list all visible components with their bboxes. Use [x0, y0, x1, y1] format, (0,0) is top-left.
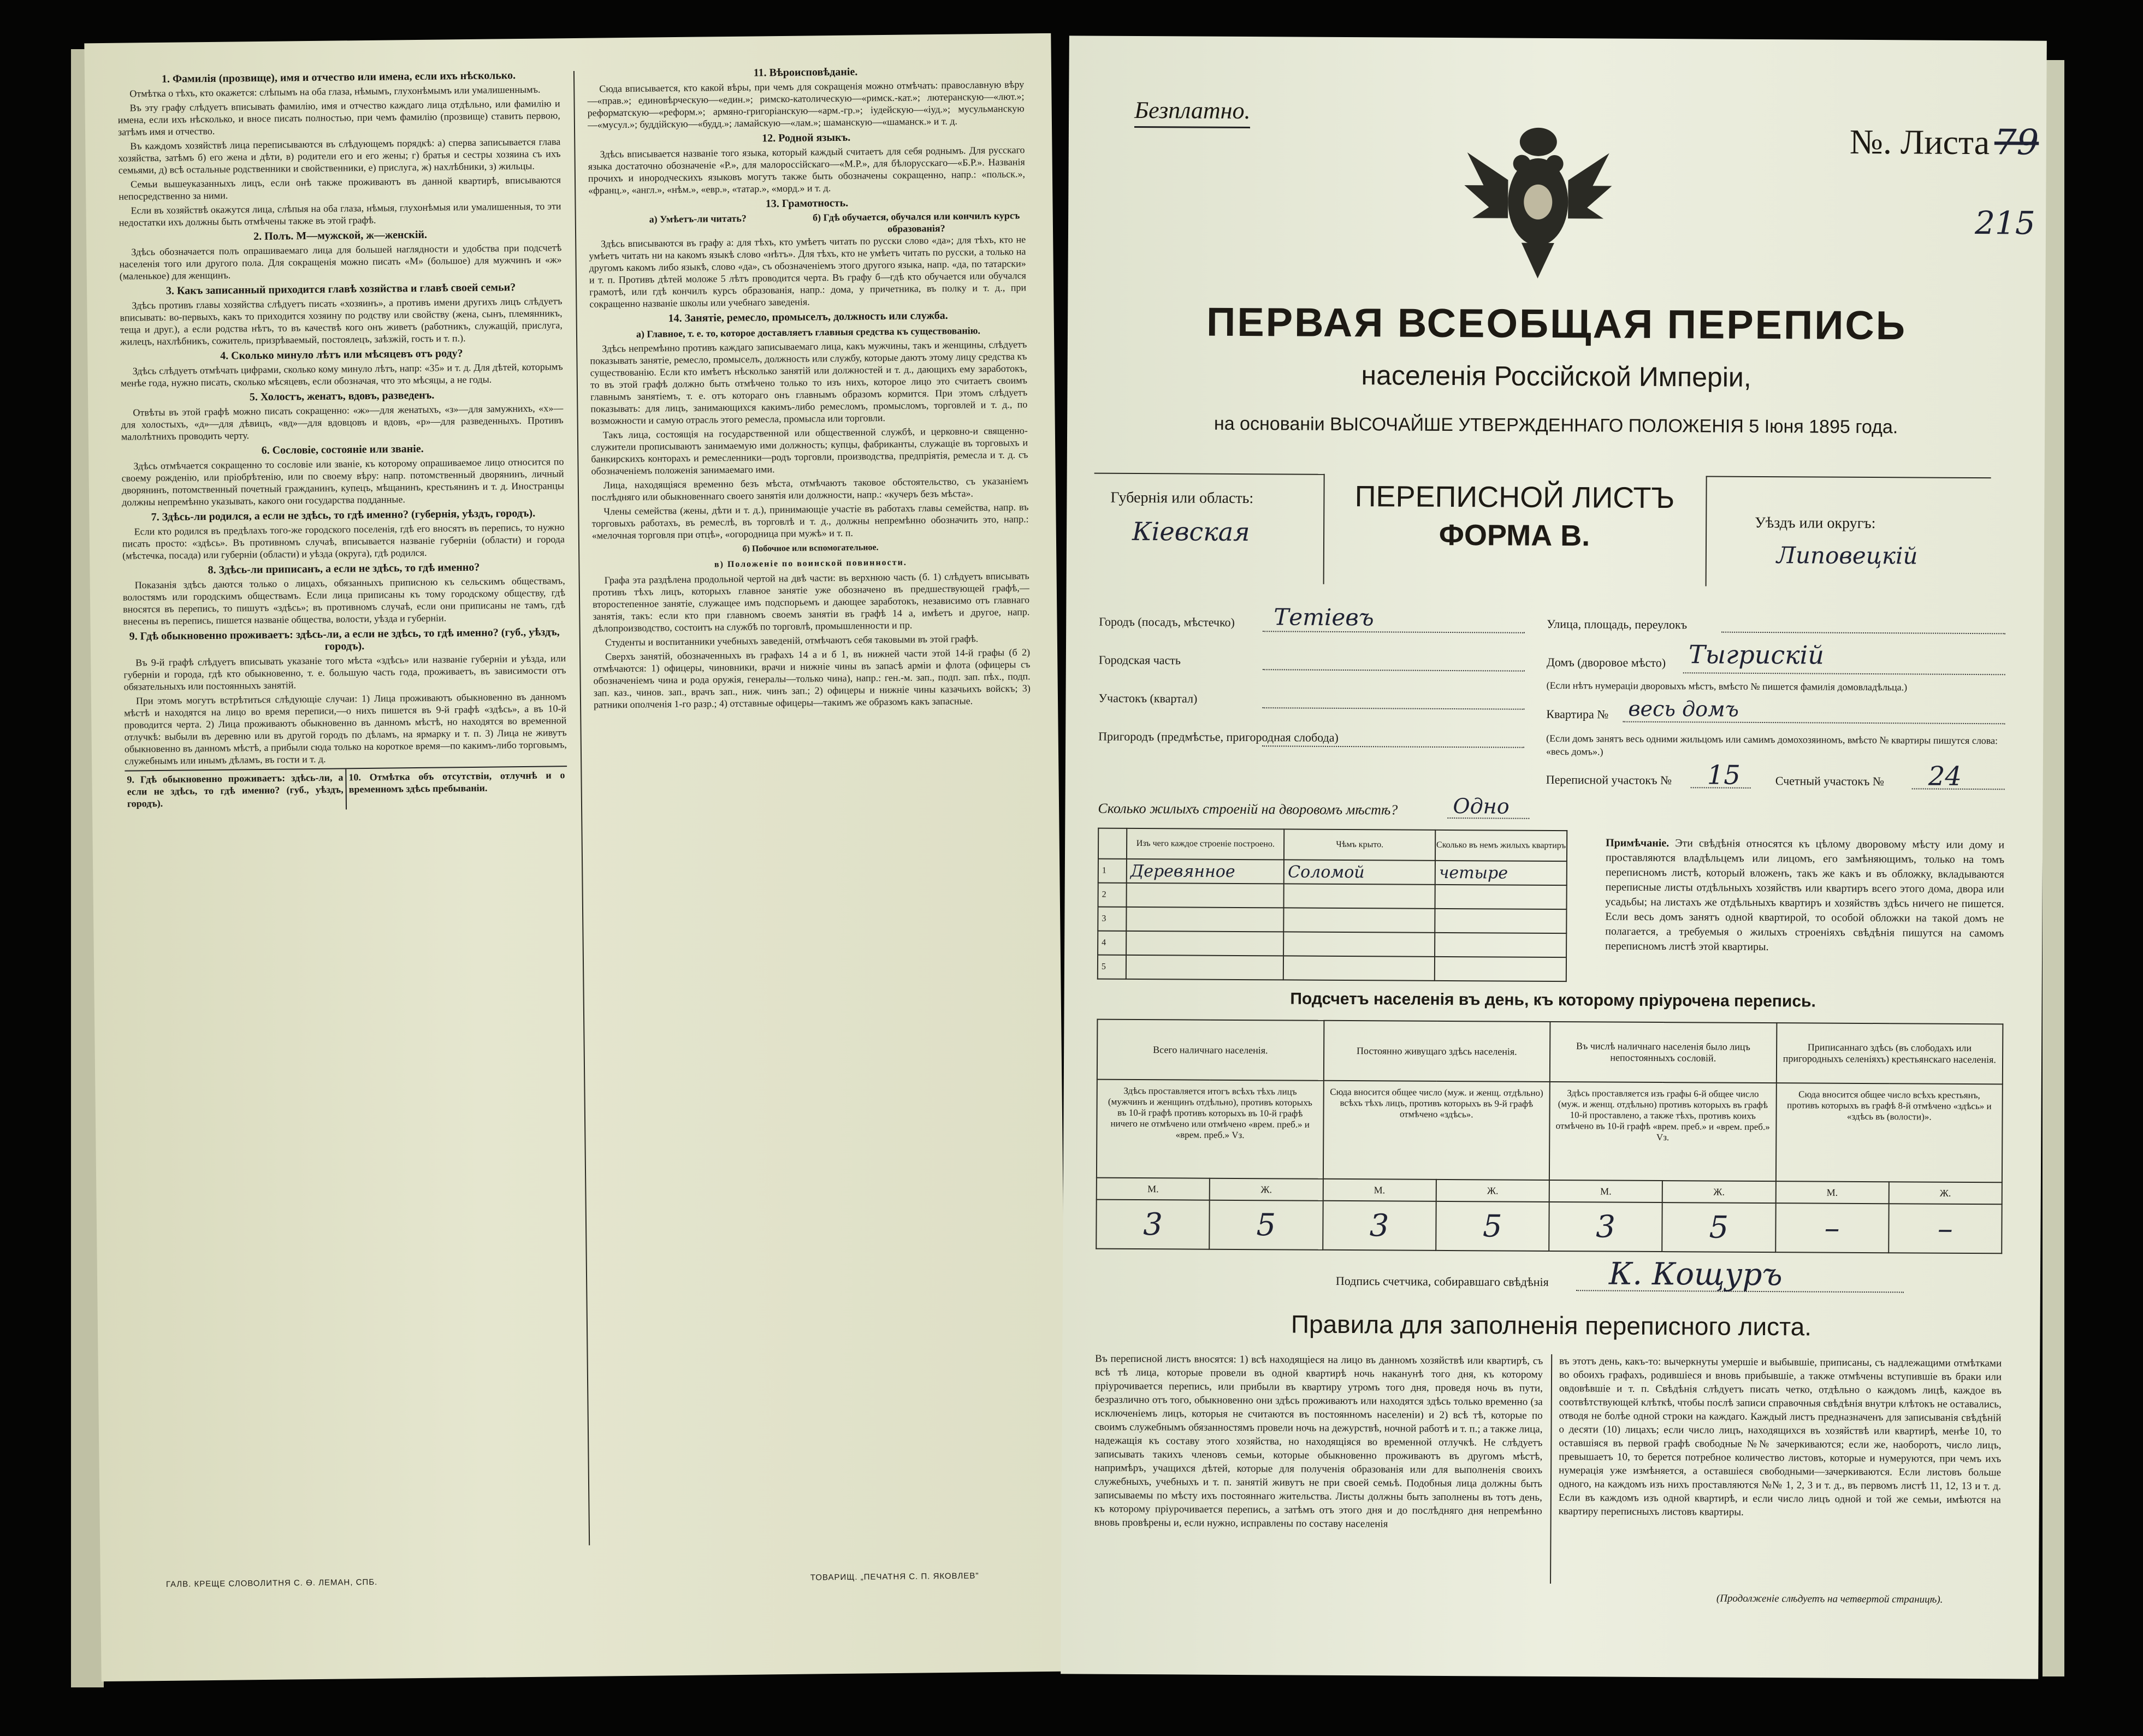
guberniya-hand[interactable]: Кіевская	[1132, 516, 1250, 547]
section-heading: 7. Здѣсь-ли родился, а если не здѣсь, то гдѣ именно? (губернія, уѣздъ, городъ).	[151, 507, 536, 524]
tally-sex-label: Ж.	[1662, 1181, 1775, 1203]
inset-heading-box	[125, 766, 567, 811]
rules-column-2: въ этотъ день, какъ-то: вычеркнуты умершіе и выбывшіе, приписаны, съ надлежащими отмѣтками во обоихъ графахъ, родившіеся и вновь прибывшіе, а также отмѣчены вступившіе въ браки или овдовѣвшіе и т. п. Свѣдѣнія слѣдуетъ писать четко, отдѣльно о каждомъ лицѣ, каждое въ соотвѣтствующей клѣткѣ, чтобы послѣ записи справочныя свѣдѣнія внутри клѣтокъ не оставались, отводя не болѣе одной строки на каждаго. Каждый листъ предназначенъ для записыванія свѣдѣній о десяти (10) лицахъ; если число лицъ, находящихся въ хозяйствѣ или квартирѣ, менѣе 10, то оставшіяся въ первой графѣ свободные №№ зачеркиваются; если же, наоборотъ, число лицъ, превышаетъ 10, то берется потребное количество листовъ, которые и нумеруются, при чемъ ихъ нумерація уже измѣняется, а оставшіеся свободными—зачеркиваются. Если листовъ больше одного, на каждомъ изъ нихъ проставляются №№ 1, 2, 3 и т. д., въ первомъ листѣ 11, 12, 13 и т. д. Если въ каждомъ изъ одной квартирѣ, и если число лицъ одной и той же семьи, имѣются на квартиру переписныхъ листовъ квартиры.	[1558, 1355, 2002, 1518]
buildings-cell-material[interactable]	[1126, 931, 1284, 956]
section-heading: 13. Грамотность.	[765, 197, 849, 210]
buildings-hand[interactable]: Одно	[1453, 794, 1509, 819]
signature-label: Подпись счетчика, собиравшаго свѣдѣнія	[1335, 1273, 1549, 1289]
rules-continued: (Продолженіе слѣдуетъ на четвертой страницѣ).	[1716, 1592, 1943, 1605]
guberniya-label: Губернія или область:	[1110, 489, 1254, 507]
buildings-cell-n: 2	[1098, 883, 1127, 907]
tally-sex-label: Ж.	[1436, 1180, 1549, 1202]
street-field[interactable]	[1721, 632, 2005, 635]
buildings-cell-apts[interactable]	[1435, 933, 1566, 957]
rules-title: Правила для заполненія переписного листа.	[1290, 1310, 1812, 1341]
tally-title: Подсчетъ населенія въ день, къ которому пріурочена перепись.	[1290, 990, 1816, 1011]
inset-right: 10. Отмѣтка объ отсутствіи, отлучнѣ и о временномъ здѣсь пребываніи.	[348, 769, 565, 795]
buildings-cell-material[interactable]	[1126, 907, 1284, 932]
instruction-paragraph: Лица, находящіяся временно безъ мѣста, отмѣчаютъ таковое обстоятельство, съ указаніемъ послѣдняго или обыкновеннаго своего занятія или должности, напр.: «кучеръ безъ мѣста».	[591, 475, 1028, 503]
instruction-paragraph: Сюда вписывается, кто какой вѣры, при чемъ для сокращенія можно отмѣчать: православную вѣру—«прав.»; единовѣрческую—«един.»; римско-католическую—«римск.-кат.»; лютеранскую—«лют.»; реформатскую—«реформ.»; армяно-григоріанскую—«арм.-гр.»; іудейскую—«іуд.»; мусульманскую—«муcул.»; буддійскую—«будд.»; ламайскую—«лам.»; шаманскую—«шаманск.» и т. д.	[587, 79, 1025, 131]
instruction-paragraph: Если въ хозяйствѣ окажутся лица, слѣпыя на оба глаза, нѣмыя, глухонѣмыя или умалишенныя, то эти недостатки ихъ должны быть отмѣчены также въ этой графѣ.	[119, 200, 561, 228]
buildings-cell-material[interactable]	[1127, 883, 1284, 908]
buildings-cell-n: 1	[1098, 859, 1127, 883]
subsection-heading: а) Главное, т. е. то, которое доставляетъ главныя средства къ существованію.	[636, 325, 981, 340]
sheet-number-label: №. Листа	[1849, 122, 1990, 162]
imperial-eagle-emblem	[1461, 120, 1615, 284]
instruction-paragraph: Въ каждомъ хозяйствѣ лица переписываются въ слѣдующемъ порядкѣ: а) сперва записывается глава хозяйства, затѣмъ б) его жена и дѣти, в) родители его и его жены; г) братья и сестры хозяина съ ихъ семьями, д) всѣ остальные родственники и свойственники, е) прислуга, ж) нахлѣбники, з) жильцы.	[118, 136, 561, 176]
buildings-row	[1098, 931, 1566, 957]
tally-value[interactable]: 3	[1096, 1200, 1210, 1249]
rules-column-1: Въ переписной листъ вносятся: 1) всѣ находящіеся на лицо въ данномъ хозяйствѣ или квартирѣ, съ всѣ тѣ лица, которые провели въ одной квартирѣ ночь наканунѣ того дня, къ которому пріурочивается перепись, или прибыли въ квартиру утромъ того дня, проведя ночь въ пути, безразлично отъ того, обыкновенно они здѣсь проживаютъ или находятся здѣсь только временно (за исключеніемъ лицъ, которыя не считаются въ постоянномъ населеніи) и 2) всѣ тѣ, которые по своимъ служебнымъ обязанностямъ провели ночь на дежурствѣ, ночной работѣ и т. п.; а также лица, надежащія къ составу этого хозяйства, но находящіяся во временной отлучкѣ. Не слѣдуетъ записывать такихъ членовъ семьи, которые обыкновенно проживаютъ въ другомъ мѣстѣ, напримѣръ, учащихся дѣтей, которые для полученія образованія или для выполненія своихъ служебныхъ, учебныхъ и т. п. занятій живутъ не при своей семьѣ. Подобныя лица должны быть записываемы по мѣсту ихъ постояннаго жительства. Листы должны быть заполнены въ тотъ день, къ которому пріурочивается перепись, а затѣмъ отъ этого дня и до послѣдняго дня непремѣнно вновь провѣрены и, если нужно, исправлены по составу населенія	[1094, 1353, 1543, 1530]
count-unit-label: Счетный участокъ №	[1775, 774, 1884, 789]
subsection-heading: б) Побочное или вспомогательное.	[742, 543, 879, 554]
instruction-paragraph: Студенты и воспитанники учебныхъ заведеній, отмѣчаютъ себя таковыми въ этой графѣ.	[605, 633, 979, 648]
instruction-paragraph: Здѣсь непремѣнно противъ каждаго записываемаго лица, какъ мужчины, такъ и женщины, слѣдуетъ показывать занятіе, ремесло, промыселъ, должность или службу, которые даютъ этому лицу средства къ существованію. Если кто имѣетъ нѣсколько занятій или должностей и т. д., дающихъ ему заработокъ, то въ этой графѣ должно быть отмѣчено только то изъ нихъ, которое лицо это считаетъ своимъ главнымъ занятіемъ, т. е. отъ котораго онъ главнымъ образомъ кормится. При этомъ слѣдуетъ показывать: для лицъ, занимающихся какимъ-либо ремесломъ, промысломъ, торговлей и т. д., по возможности и самую отрасль этого ремесла, промысла или торговли.	[590, 339, 1028, 426]
instruction-paragraph: Здѣсь обозначается полъ опрашиваемаго лица для большей наглядности и удобства при подсчетѣ населенія того или другого пола. Для сокращенія можно писать «М» (большое) для мужчинъ и «ж» (маленькое) для женщинъ.	[119, 242, 562, 282]
apartment-field[interactable]	[1623, 721, 2005, 725]
note-title: Примѣчаніе.	[1606, 837, 1670, 850]
bld-header-material: Изъ чего каждое строеніе построено.	[1127, 828, 1284, 860]
address-field-hand[interactable]: Тетіевъ	[1274, 603, 1374, 631]
printer-imprint-left: ГАЛВ. КРЕЩЕ СЛОВОЛИТНЯ С. Ѳ. ЛЕМАН, СПБ.	[165, 1577, 378, 1589]
tally-sex-label: Ж.	[1210, 1178, 1323, 1201]
section-heading: 1. Фамилія (прозвище), имя и отчество или имена, если ихъ нѣсколько.	[161, 69, 516, 85]
tally-value[interactable]: 5	[1436, 1201, 1549, 1251]
note-block	[1605, 836, 2004, 956]
instruction-paragraph: Въ 9-й графѣ слѣдуетъ вписывать указаніе того мѣста «здѣсь» или названіе губерніи и уѣзда, или губерніи и города, гдѣ кто обыкновенно, т. е. большую часть года, проживаетъ, въ зависимости отъ обязательныхъ или постоянныхъ занятій.	[123, 653, 566, 692]
section-heading: 2. Полъ. М—мужской, ж—женскій.	[253, 228, 428, 243]
instruction-paragraph: Если кто родился въ предѣлахъ того-же городского поселенія, гдѣ его вносятъ въ перепись, то нужно писать просто: «здѣсь». Въ противномъ случаѣ, вписывается названіе губерніи (области) и города (мѣстечка, посада) или губерніи (области) и уѣзда (округа), гдѣ родился.	[122, 522, 565, 561]
form-main-title: ПЕРВАЯ ВСЕОБЩАЯ ПЕРЕПИСЬ	[1206, 299, 1907, 348]
apartment-hand[interactable]: весь домъ	[1628, 696, 1739, 721]
subsection-heading: а) Умѣетъ-ли читать?	[649, 212, 747, 225]
buildings-cell-roof[interactable]	[1283, 932, 1435, 956]
count-unit-hand[interactable]: 24	[1928, 761, 1962, 792]
house-label: Домъ (дворовое мѣсто)	[1546, 655, 1666, 670]
buildings-cell-roof[interactable]	[1284, 884, 1435, 908]
tally-desc-1: Здѣсь проставляется итогъ всѣхъ тѣхъ лицъ (мужчинъ и женщинъ отдѣльно), противъ которыхъ въ 10-й графѣ противъ которыхъ въ 10-й графѣ ничего не отмѣчено или отмѣчено «врем. преб.» и «врем. преб.» Vз.	[1097, 1080, 1323, 1179]
note-text: Эти свѣдѣнія относятся къ цѣлому дворовому мѣсту или дому и проставляются владѣльцемъ или лицомъ, его замѣняющимъ, только на томъ переписномъ листѣ, который вложенъ, такъ же какъ и въ обложку, вкладываются переписные листы отдѣльныхъ хозяйствъ или квартиръ всего этого дома, двора или усадьбы; на листахъ же отдѣльныхъ квартиръ и хозяйствъ здѣсь ничего не пишется. Если весь домъ занятъ одной квартирой, то особой обложки на такой домъ не полагается, а требуемыя о жилыхъ строеніяхъ свѣдѣнія пишутся на самомъ переписномъ листѣ этой квартиры.	[1605, 837, 2005, 953]
instruction-paragraph: При этомъ могутъ встрѣтиться слѣдующіе случаи: 1) Лица проживаютъ обыкновенно въ данномъ мѣстѣ и находятся на лицо во время переписи,—о нихъ пишется въ 9-й графѣ «здѣсь», а въ 10-й проводится черта. 2) Лица проживаютъ обыкновенно въ данномъ мѣстѣ, но находятся во временной отлучкѣ: выбыли въ деревню или въ другой городъ по дѣламъ, на ярмарку и т. п. 3) Лица не живутъ обыкновенно въ данномъ мѣстѣ, а прибыли сюда только на короткое время—по какимъ-либо торговымъ, служебнымъ или инымъ дѣламъ, въ гости и т. д.	[124, 691, 567, 767]
address-field-input[interactable]	[1262, 707, 1524, 710]
address-field-input[interactable]	[1262, 745, 1524, 748]
tally-desc-2: Сюда вносится общее число (муж. и женщ. отдѣльно) всѣхъ тѣхъ лицъ, противъ которыхъ въ 9-й графѣ отмѣчено «здѣсь».	[1323, 1081, 1549, 1180]
section-heading: 11. Вѣроисповѣданіе.	[753, 66, 858, 79]
population-tally-table	[1096, 1019, 2003, 1254]
instruction-paragraph: Показанія здѣсь даются только о лицахъ, обязанныхъ приписною къ сельскимъ обществамъ, волостямъ или городскимъ обществамъ. Если лица приписаны къ тому городскому обществу, гдѣ вносятся въ перепись, то пишутъ «здѣсь»; въ противномъ случаѣ, если они приписаны не тамъ, гдѣ внесены въ перепись, пишется названіе общества, волости, уѣзда и губерніи.	[122, 575, 566, 627]
section-heading: 9. Гдѣ обыкновенно проживаетъ: здѣсь-ли, а если не здѣсь, то гдѣ именно? (губ., уѣздъ, городъ).	[129, 626, 560, 653]
address-field-label: Городская часть	[1098, 653, 1181, 667]
address-field-input[interactable]	[1263, 669, 1525, 672]
instruction-paragraph: Въ эту графу слѣдуетъ вписывать фамилію, имя и отчество каждаго лица отдѣльно, или фамилію и имена, если ихъ нѣсколько, и вносе писать полностью, при чемъ фамилію (прозвище) ставить первою, затѣмъ имя и отчество.	[117, 98, 560, 138]
house-hand[interactable]: Тыгрискій	[1688, 639, 1825, 670]
instructions-column-2	[587, 61, 1039, 1550]
subsection-heading: б) Гдѣ обучается, обучался или кончилъ курсъ образованія?	[813, 210, 1020, 234]
tally-sex-label: М.	[1323, 1179, 1436, 1201]
uezd-label: Уѣздъ или округъ:	[1755, 514, 1876, 532]
instruction-paragraph: Графа эта раздѣлена продольной чертой на двѣ части: въ верхнюю часть (б. 1) слѣдуетъ вписывать противъ тѣхъ лицъ, которыхъ главное занятіе уже обозначено въ предшествующей графѣ,—второстепенное занятіе, служащее имъ подспорьемъ и дающее заработокъ, независимо отъ главнаго занятія, такъ: если кто при главномъ своемъ занятіи въ графѣ 14 а, имѣетъ и другое, напр. дѣлопроизводство, состоитъ на службѣ по торговлѣ, промышленности и пр.	[592, 570, 1030, 634]
signature-hand[interactable]: К. Кощуръ	[1608, 1256, 1783, 1293]
census-unit-hand[interactable]: 15	[1707, 760, 1741, 791]
tally-desc-4: Сюда вносится общее число всѣхъ крестьянъ, противъ которыхъ въ графѣ 8-й отмѣчено «здѣсь» и «здѣсь въ (волости)».	[1775, 1083, 2002, 1182]
section-heading: 14. Занятіе, ремесло, промыселъ, должность или служба.	[668, 309, 948, 325]
buildings-table	[1097, 828, 1567, 982]
subsection-heading: в) Положеніе по воинской повинности.	[714, 558, 907, 570]
instruction-paragraph: Здѣсь вписывается названіе того языка, который каждый считаетъ для себя роднымъ. Для русскаго языка достаточно обозначеніе «Р.», для малороссійскаго—«М.Р.», для бѣлорусскаго—«Б.Р.». Названія прочихъ и инородческихъ языковъ могутъ также быть обозначены сокращенно, напр.: «польск.», «франц.», «англ.», «нѣм.», «евр.», «татар.», «морд.» и т. д.	[588, 144, 1026, 196]
address-field-label: Участокъ (квартал)	[1098, 691, 1198, 706]
tally-value[interactable]: 3	[1549, 1202, 1662, 1252]
section-heading: 5. Холостъ, женатъ, вдовъ, разведенъ.	[249, 389, 435, 404]
census-unit-label: Переписной участокъ №	[1546, 772, 1672, 787]
sheet-number-hand-2: 215	[1974, 204, 2035, 242]
instruction-paragraph: Здѣсь вписываются въ графу а: для тѣхъ, кто умѣетъ читать по русски слово «да»; для тѣхъ, кто не умѣетъ читать ни на какомъ языкѣ слово «нѣтъ». Для тѣхъ, кто не умѣетъ читать по русски, а только на другомъ какомъ либо языкѣ, слово «да», съ обозначеніемъ этого другого языка, напр. «да, по татарски» и т. п. Противъ дѣтей моложе 5 лѣтъ проводится черта. Въ графу б—гдѣ кто обучается или обучался грамотѣ, или гдѣ кончилъ курсъ образованія, напр.: дома, у причетника, въ полку и т. д., при сокращенно названіе школы или учебнаго заведенія.	[589, 234, 1027, 310]
form-letter: ФОРМА В.	[1438, 518, 1590, 553]
apartment-label: Квартира №	[1546, 707, 1609, 721]
instruction-paragraph: Отмѣтка о тѣхъ, кто окажется: слѣпымъ на оба глаза, нѣмымъ, глухонѣмымъ или умалишеннымъ.	[129, 84, 541, 99]
buildings-cell-apts[interactable]	[1435, 909, 1566, 933]
census-form-page	[1061, 35, 2047, 1679]
sheet-number-hand: 79	[1994, 122, 2039, 163]
buildings-row	[1098, 859, 1567, 885]
tally-desc-3: Здѣсь проставляется изъ графы 6-й общее число (муж. и женщ. отдѣльно) противъ которыхъ въ графѣ 10-й проставлено, а также тѣхъ, противъ коихъ отмѣчено въ 10-й графѣ «врем. преб.» и «врем. преб.» Vз.	[1549, 1082, 1776, 1181]
tally-value[interactable]: 5	[1209, 1200, 1323, 1250]
instruction-paragraph: Отвѣты въ этой графѣ можно писать сокращенно: «ж»—для женатыхъ, «з»—для замужнихъ, «х»—для холостыхъ, «д»—для дѣвицъ, «вд»—для вдовцовъ и вдовъ, «р»—для разведенныхъ. Противъ малолѣтнихъ проводить черту.	[121, 402, 564, 442]
bld-header-roof: Чѣмъ крыто.	[1284, 829, 1435, 860]
free-label: Безплатно.	[1134, 96, 1251, 128]
section-heading: 4. Сколько минуло лѣтъ или мѣсяцевъ отъ роду?	[220, 347, 463, 362]
buildings-cell-apts[interactable]: четыре	[1435, 861, 1567, 885]
section-heading: 3. Какъ записанный приходится главѣ хозяйства и главѣ своей семьи?	[165, 281, 516, 297]
buildings-cell-roof[interactable]: Соломой	[1284, 860, 1435, 884]
buildings-cell-apts[interactable]	[1435, 957, 1566, 981]
tally-sex-label: М.	[1775, 1181, 1889, 1204]
left-page	[84, 33, 1068, 1681]
address-field-label: Пригородъ (предмѣстье, пригородная слобода)	[1098, 729, 1339, 744]
instructions-column-1	[117, 66, 575, 1555]
house-note: (Если нѣтъ нумераціи дворовыхъ мѣстъ, вмѣсто № пишется фамилія домовладѣльца.)	[1546, 679, 1908, 693]
form-list-title: ПЕРЕПИСНОЙ ЛИСТЪ	[1354, 480, 1675, 515]
buildings-row	[1098, 883, 1567, 909]
buildings-cell-roof[interactable]	[1283, 956, 1435, 980]
buildings-cell-material[interactable]	[1126, 955, 1284, 980]
instruction-paragraph: Такъ лица, состоящія на государственной или общественной службѣ, и церковно-и священно-служители прописываютъ занимаемую ими должность; купцы, фабриканты, служащіе въ торговыхъ и банкирскихъ конторахъ и ремесленники—родъ торговли, производства, предпріятія, ремесла и т. д. съ обозначеніемъ положенія занимаемаго ими.	[591, 425, 1028, 477]
printer-imprint-right: ТОВАРИЩ. „ПЕЧАТНЯ С. П. ЯКОВЛЕВ"	[810, 1571, 979, 1583]
page-stack-right	[2043, 60, 2064, 1676]
street-label: Улица, площадь, переулокъ	[1547, 617, 1688, 632]
tally-header-4: Приписаннаго здѣсь (въ слободахъ или пригородныхъ селеніяхъ) крестьянскаго населенія.	[1776, 1023, 2003, 1084]
tally-header-3: Въ числѣ наличнаго населенія было лицъ непостоянныхъ сословій.	[1550, 1022, 1777, 1083]
address-field-label: Городъ (посадъ, мѣстечко)	[1099, 614, 1235, 629]
instruction-paragraph: Здѣсь противъ главы хозяйства слѣдуетъ писать «хозяинъ», а противъ имени другихъ лицъ слѣдуетъ вписывать: во-первыхъ, какъ то приходится хозяину по родству или свойству (жена, сынъ, племянникъ, теща и друг.), а если родства нѣтъ, то въ качествѣ кого онъ живетъ (работникъ, служащій, прислуга, жилецъ, нахлѣбникъ, сожитель, призрѣваемый, постоялецъ, заѣзжій, гость и т. п.).	[120, 295, 563, 347]
house-field[interactable]	[1683, 672, 2005, 675]
buildings-cell-n: 3	[1098, 907, 1126, 931]
buildings-row	[1098, 907, 1566, 933]
form-legal-basis: на основаніи ВЫСОЧАЙШЕ УТВЕРЖДЕННАГО ПОЛОЖЕНІЯ 5 Іюня 1895 года.	[1213, 413, 1898, 438]
buildings-cell-n: 4	[1098, 931, 1126, 955]
tally-sex-label: Ж.	[1889, 1182, 2002, 1204]
rules-divider	[1550, 1354, 1552, 1584]
bld-header-apartments: Сколько въ немъ жилыхъ квартиръ	[1435, 830, 1567, 861]
instruction-paragraph: Сверхъ занятій, обозначенныхъ въ графахъ 14 а и б 1, въ нижней части этой 14-й графы (б 2) отмѣчаются: 1) офицеры, чиновники, врачи и нижніе чины въ запасѣ арміи и флота (офицеры съ обозначеніемъ чина и рода оружія, генералы—только чина), напр.: ген.-м. зап., подп. зап. пѣх., подп. зап. каз., чинов. зап., врачъ зап., ниж. чинъ зап.; 2) офицеры и нижніе чины казачьихъ войскъ; 3) ратники ополченія 1-го разр.; 4) отставные офицеры—такимъ же образомъ какъ запасные.	[593, 647, 1031, 710]
address-field-input[interactable]	[1263, 631, 1525, 633]
buildings-row	[1098, 955, 1566, 981]
tally-sex-label: М.	[1549, 1180, 1662, 1202]
buildings-cell-material[interactable]: Деревянное	[1127, 859, 1284, 884]
tally-header-2: Постоянно живущаго здѣсь населенія.	[1323, 1021, 1550, 1082]
instruction-paragraph: Здѣсь отмѣчается сокращенно то сословіе или званіе, къ которому опрашиваемое лицо относится по своему рожденію, или пріобрѣтенію, или по своему вѣру: напр. потомственный дворянинъ, личный дворянинъ, потомственный почетный гражданинъ, купецъ, мѣщанинъ, крестьянинъ и т. д. Иностранцы должны непремѣнно указывать, какого они государства подданные.	[121, 456, 564, 508]
tally-value[interactable]: 3	[1323, 1201, 1436, 1251]
buildings-question: Сколько жилыхъ строеній на дворовомъ мѣстѣ?	[1098, 800, 1398, 818]
apartment-note: (Если домъ занятъ весь одними жильцомъ или самимъ домохозяиномъ, вмѣсто № квартиры пишутся слова: «весь домъ».)	[1546, 732, 1998, 757]
buildings-cell-apts[interactable]	[1435, 885, 1566, 909]
inset-left: 9. Гдѣ обыкновенно проживаетъ: здѣсь-ли, а если не здѣсь, то гдѣ именно? (губ., уѣздъ, городъ).	[125, 769, 347, 811]
tally-value[interactable]: –	[1889, 1204, 2002, 1253]
tally-sex-label: М.	[1097, 1178, 1210, 1200]
buildings-cell-n: 5	[1098, 955, 1126, 979]
section-heading: 6. Сословіе, состояніе или званіе.	[261, 442, 424, 457]
section-heading: 12. Родной языкъ.	[762, 131, 851, 145]
form-subtitle: населенія Россійской Имперіи,	[1361, 360, 1751, 393]
instruction-paragraph: Здѣсь слѣдуетъ отмѣчать цифрами, сколько кому минуло лѣтъ, напр: «35» и т. д. Для дѣтей, которымъ менѣе года, нужно писать, сколько мѣсяцевъ, если обозначая, что это мѣсяцы, а не годы.	[120, 361, 563, 389]
tally-value[interactable]: –	[1775, 1203, 1889, 1253]
instruction-paragraph: Члены семейства (жены, дѣти и т. д.), принимающіе участіе въ работахъ главы семейства, напр. въ торговыхъ работахъ, въ ремеслѣ, въ торговлѣ и т. д., должны непремѣнно обозначить это, напр.: «мелочная торговля при отцѣ», «огородница при мужѣ» и т. п.	[591, 501, 1029, 541]
section-heading: 8. Здѣсь-ли приписанъ, а если не здѣсь, то гдѣ именно?	[208, 561, 480, 577]
tally-value[interactable]: 5	[1662, 1202, 1775, 1252]
buildings-cell-roof[interactable]	[1284, 908, 1435, 932]
uezd-hand[interactable]: Липовецкій	[1776, 542, 1918, 570]
column-divider	[573, 71, 590, 1545]
tally-header-1: Всего наличнаго населенія.	[1097, 1020, 1324, 1081]
instruction-paragraph: Семьи вышеуказанныхъ лицъ, если онѣ также проживаютъ въ данной квартирѣ, вписываются непосредственно за ними.	[119, 174, 561, 202]
